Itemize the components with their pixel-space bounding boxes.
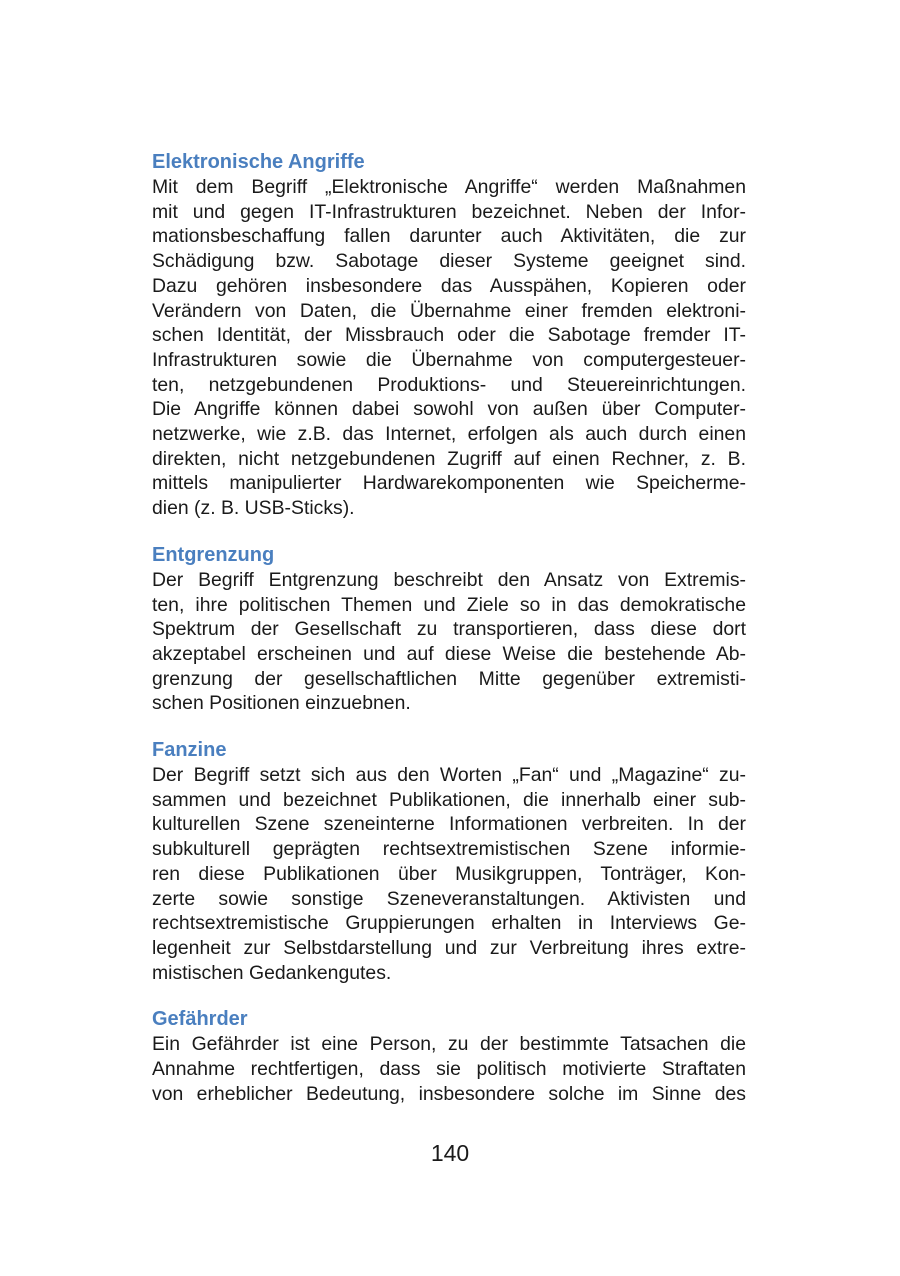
text-line: legenheit zur Selbstdarstellung und zur Verbreitung ihres extre- bbox=[152, 936, 746, 959]
text-line: direkten, nicht netzgebundenen Zugriff auf einen Rechner, z. B. bbox=[152, 447, 746, 470]
text-line: ten, netzgebundenen Produktions- und Steuereinrichtungen. bbox=[152, 373, 746, 396]
text-line: mittels manipulierter Hardwarekomponenten wie Speicherme- bbox=[152, 472, 746, 495]
text-line: subkulturell geprägten rechtsextremistischen Szene informie- bbox=[152, 838, 746, 861]
text-line: Dazu gehören insbesondere das Ausspähen, Kopieren oder bbox=[152, 274, 746, 297]
page-number: 140 bbox=[430, 1140, 470, 1166]
text-line: Schädigung bzw. Sabotage dieser Systeme geeignet sind. bbox=[152, 250, 746, 273]
glossary-entry bbox=[152, 543, 746, 716]
text-line: Spektrum der Gesellschaft zu transportieren, dass diese dort bbox=[152, 618, 746, 641]
entry-body bbox=[152, 763, 746, 985]
text-line: ren diese Publikationen über Musikgruppen, Tonträger, Kon- bbox=[152, 862, 746, 885]
glossary-entry bbox=[152, 1007, 746, 1106]
entry-body bbox=[152, 175, 746, 521]
text-line: Verändern von Daten, die Übernahme einer fremden elektroni- bbox=[152, 299, 746, 322]
text-line: Infrastrukturen sowie die Übernahme von computergesteuer- bbox=[152, 348, 746, 371]
text-line: kulturellen Szene szeneinterne Informationen verbreiten. In der bbox=[152, 813, 746, 836]
text-line: Ein Gefährder ist eine Person, zu der bestimmte Tatsachen die bbox=[152, 1033, 746, 1056]
entry-title: Gefährder bbox=[152, 1008, 248, 1031]
text-line: dien (z. B. USB-Sticks). bbox=[152, 497, 355, 520]
text-line: Annahme rechtfertigen, dass sie politisch motivierte Straftaten bbox=[152, 1058, 746, 1081]
text-line: mationsbeschaffung fallen darunter auch Aktivitäten, die zur bbox=[152, 225, 746, 248]
text-line: Der Begriff setzt sich aus den Worten „Fan“ und „Magazine“ zu- bbox=[152, 764, 746, 787]
glossary-entry bbox=[152, 738, 746, 985]
text-line: Mit dem Begriff „Elektronische Angriffe“ werden Maßnahmen bbox=[152, 176, 746, 198]
text-line: Der Begriff Entgrenzung beschreibt den Ansatz von Extremis- bbox=[152, 568, 746, 591]
entry-title: Entgrenzung bbox=[152, 543, 275, 566]
entry-body bbox=[152, 568, 746, 716]
text-line: mit und gegen IT-Infrastrukturen bezeichnet. Neben der Infor- bbox=[152, 200, 746, 223]
glossary-entry bbox=[152, 150, 746, 521]
entry-body bbox=[152, 1032, 746, 1106]
text-line: mistischen Gedankengutes. bbox=[152, 961, 392, 984]
text-line: schen Positionen einzuebnen. bbox=[152, 692, 411, 715]
entry-title: Fanzine bbox=[152, 739, 227, 762]
entry-title: Elektronische Angriffe bbox=[152, 151, 365, 173]
text-line: sammen und bezeichnet Publikationen, die innerhalb einer sub- bbox=[152, 788, 746, 811]
text-line: schen Identität, der Missbrauch oder die Sabotage fremder IT- bbox=[152, 324, 746, 347]
text-line: netzwerke, wie z.B. das Internet, erfolgen als auch durch einen bbox=[152, 423, 746, 446]
text-line: zerte sowie sonstige Szeneveranstaltungen. Aktivisten und bbox=[152, 887, 746, 910]
document-page bbox=[152, 150, 746, 1129]
text-line: Die Angriffe können dabei sowohl von außen über Computer- bbox=[152, 398, 746, 421]
text-line: von erheblicher Bedeutung, insbesondere solche im Sinne des bbox=[152, 1082, 746, 1105]
text-line: ten, ihre politischen Themen und Ziele so in das demokratische bbox=[152, 593, 746, 616]
text-line: grenzung der gesellschaftlichen Mitte gegenüber extremisti- bbox=[152, 667, 746, 690]
text-line: rechtsextremistische Gruppierungen erhalten in Interviews Ge- bbox=[152, 912, 746, 935]
text-line: akzeptabel erscheinen und auf diese Weise die bestehende Ab- bbox=[152, 642, 746, 665]
